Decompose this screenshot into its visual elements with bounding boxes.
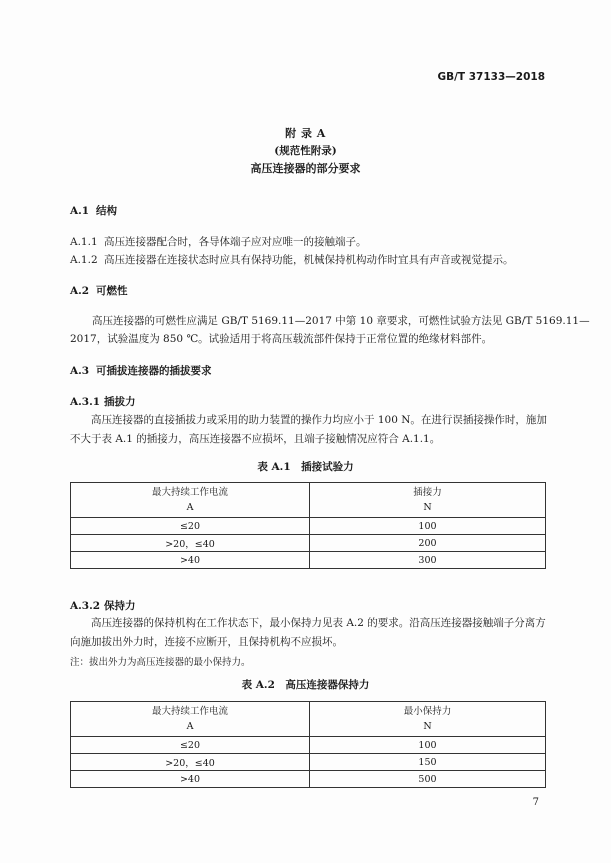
clause-number: A.1.1	[70, 236, 98, 248]
cell-current: >20，≤40	[71, 535, 310, 552]
section-number: A.1	[70, 205, 90, 217]
annex-name: 高压连接器的部分要求	[250, 162, 361, 175]
paragraph-a3-1: 高压连接器的直接插拔力或采用的助力装置的操作力均应小于 100 N。在进行误插接操作时，施加不大于表 A.1 的插接力，高压连接器不应损坏，且端子接触情况应符合 A.1.1。	[70, 414, 547, 445]
subsection-title: 保持力	[104, 600, 136, 612]
clause-text: 高压连接器配合时，各导体端子应对应唯一的接触端子。	[104, 236, 367, 248]
cell-current: ≤20	[71, 518, 310, 535]
clause-a1-1	[70, 234, 367, 249]
subsection-title: 插拔力	[104, 396, 136, 408]
table-row	[71, 535, 546, 552]
table-a1	[70, 482, 546, 569]
table-row	[71, 518, 546, 535]
standard-code: GB/T 37133—2018	[437, 71, 545, 83]
annex-type: (规范性附录)	[274, 145, 337, 157]
paragraph-a2-line1: 高压连接器的可燃性应满足 GB/T 5169.11—2017 中第 10 章要求，可燃性试验方法见 GB/T 5169.11—	[92, 315, 590, 327]
table-row	[71, 771, 546, 788]
section-heading-a1	[70, 203, 117, 218]
table-a1-caption: 表 A.1 插接试验力	[257, 461, 354, 473]
header-cell-current: 最大持续工作电流 A	[71, 483, 310, 518]
subsection-number: A.3.2	[70, 600, 101, 612]
subsection-number: A.3.1	[70, 396, 101, 408]
paragraph-a3-2: 高压连接器的保持机构在工作状态下，最小保持力见表 A.2 的要求。沿高压连接器接触端子分离方向施加拔出外力时，连接不应断开，且保持机构不应损坏。	[70, 617, 546, 648]
clause-a1-2	[70, 252, 514, 267]
header-cell-holding-force: 最小保持力 N	[310, 702, 546, 737]
note: 注：拔出外力为高压连接器的最小保持力。	[70, 657, 251, 668]
cell-current: >40	[71, 771, 310, 788]
clause-number: A.1.2	[70, 254, 98, 266]
paragraph-a2-line2: 2017，试验温度为 850 ℃。试验适用于将高压载流部件保持于正常位置的绝缘材料部件。	[70, 333, 493, 345]
cell-value: 100	[310, 518, 546, 535]
cell-value: 300	[310, 552, 546, 569]
cell-current: ≤20	[71, 737, 310, 754]
table-row	[71, 737, 546, 754]
annex-title: 附 录 A	[285, 127, 326, 140]
section-heading-a3	[70, 363, 212, 378]
table-a2-caption: 表 A.2 高压连接器保持力	[241, 679, 370, 691]
section-title: 可燃性	[96, 285, 128, 297]
cell-value: 100	[310, 737, 546, 754]
page-number: 7	[532, 797, 539, 808]
table-a2	[70, 701, 546, 788]
cell-value: 500	[310, 771, 546, 788]
section-number: A.2	[70, 285, 90, 297]
section-number: A.3	[70, 365, 90, 377]
header-cell-current: 最大持续工作电流 A	[71, 702, 310, 737]
header-cell-force: 插接力 N	[310, 483, 546, 518]
section-title: 可插拔连接器的插拔要求	[96, 365, 212, 377]
table-row	[71, 552, 546, 569]
section-title: 结构	[96, 205, 117, 217]
cell-value: 150	[310, 754, 546, 771]
table-header-row	[71, 702, 546, 737]
clause-text: 高压连接器在连接状态时应具有保持功能，机械保持机构动作时宜具有声音或视觉提示。	[104, 254, 514, 266]
cell-current: >40	[71, 552, 310, 569]
cell-current: >20，≤40	[71, 754, 310, 771]
subsection-heading-a3-1	[70, 394, 136, 409]
section-heading-a2	[70, 283, 128, 298]
table-header-row	[71, 483, 546, 518]
subsection-heading-a3-2	[70, 598, 136, 613]
table-row	[71, 754, 546, 771]
cell-value: 200	[310, 535, 546, 552]
